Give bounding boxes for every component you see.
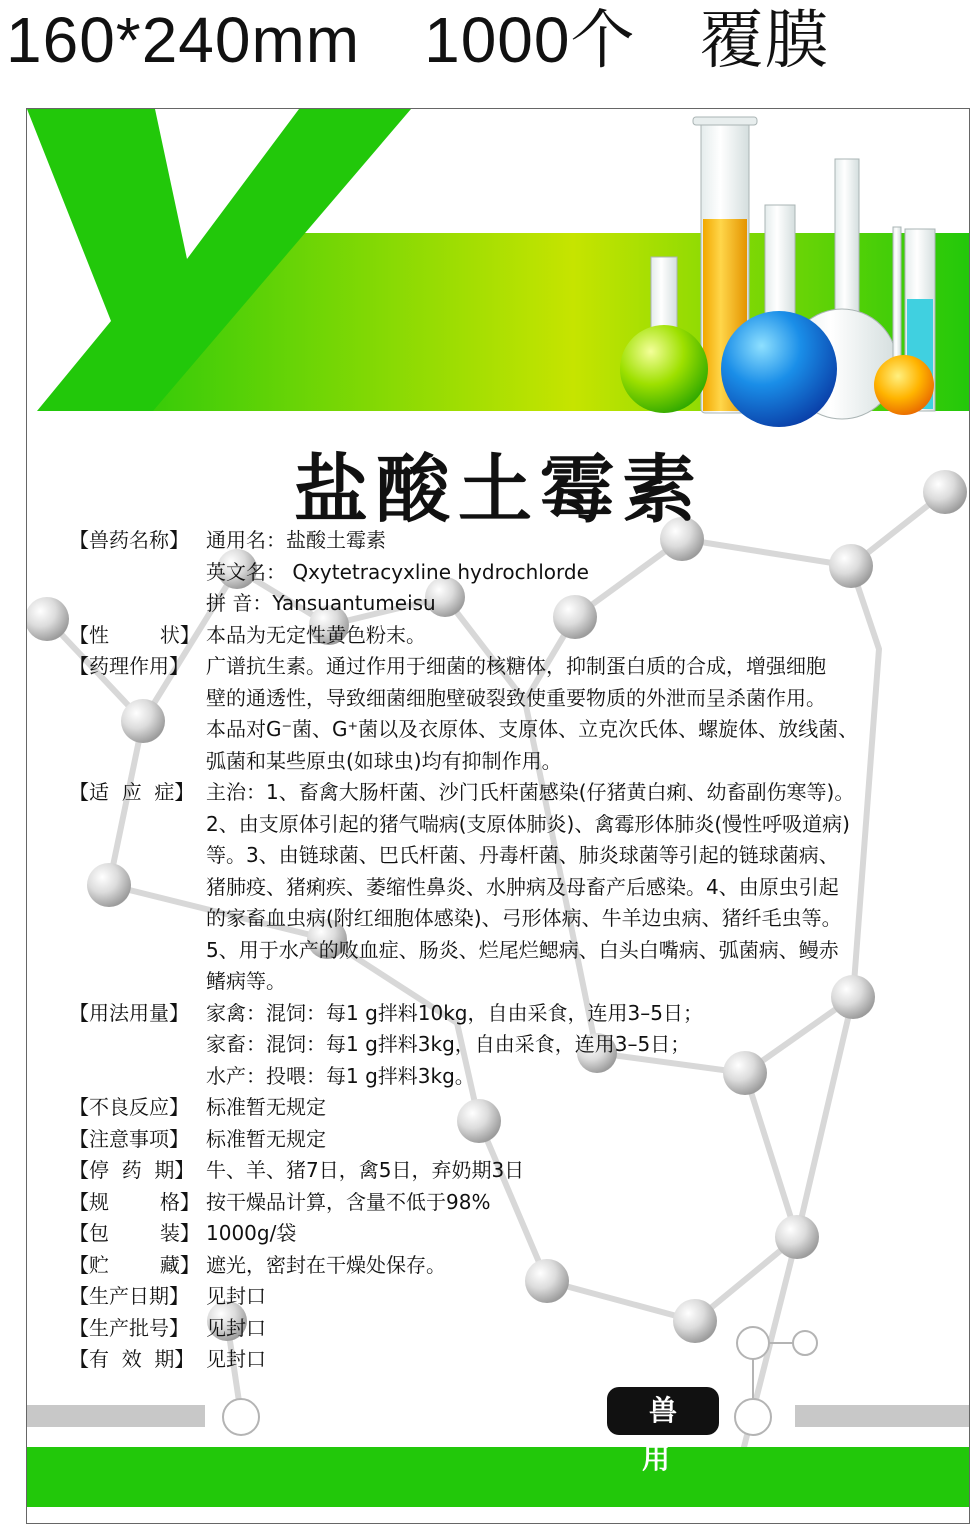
field-value <box>206 1218 969 1250</box>
field-line: 主治：1、畜禽大肠杆菌、沙门氏杆菌感染(仔猪黄白痢、幼畜副伤寒等)。 <box>206 780 855 804</box>
field-line: 牛、羊、猪7日，禽5日，弃奶期3日 <box>206 1158 525 1182</box>
field-line: 遮光，密封在干燥处保存。 <box>206 1252 446 1277</box>
field-label: 【性 状】 <box>69 622 200 647</box>
field-label: 【包 装】 <box>69 1221 200 1245</box>
field-row <box>69 1187 969 1219</box>
field-row <box>69 1313 969 1345</box>
field-line: 标准暂无规定 <box>206 1126 326 1151</box>
gray-bar-left <box>27 1405 205 1427</box>
spec-finish: 覆膜 <box>699 4 830 76</box>
field-label: 【生产日期】 <box>69 1284 189 1308</box>
field-line: 等。3、由链球菌、巴氏杆菌、丹毒杆菌、肺炎球菌等引起的链球菌病、 <box>206 843 839 867</box>
veterinary-badge: 兽 用 <box>607 1387 719 1435</box>
field-line: 鳍病等。 <box>206 969 286 993</box>
field-line: 2、由支原体引起的猪气喘病(支原体肺炎)、禽霉形体肺炎(慢性呼吸道病) <box>206 811 850 836</box>
field-label: 【注意事项】 <box>69 1126 189 1151</box>
spec-size: 160*240mm <box>6 4 361 76</box>
field-line: 壁的通透性，导致细菌细胞壁破裂致使重要物质的外泄而呈杀菌作用。 <box>206 685 826 710</box>
field-line: 英文名： Qxytetracyxline hydrochlorde <box>206 559 589 584</box>
field-line: 见封口 <box>206 1347 266 1371</box>
field-row <box>69 1155 969 1187</box>
product-title: 盐酸土霉素 <box>294 447 704 533</box>
field-value <box>206 998 969 1093</box>
field-line: 拼 音：Yansuantumeisu <box>206 591 436 615</box>
field-line: 弧菌和某些原虫(如球虫)均有抑制作用。 <box>206 748 562 773</box>
field-label: 【药理作用】 <box>69 654 189 678</box>
field-row <box>69 998 969 1093</box>
field-line: 5、用于水产的败血症、肠炎、烂尾烂鳃病、白头白嘴病、弧菌病、鳗赤 <box>206 937 839 962</box>
field-line: 的家畜血虫病(附红细胞体感染)、弓形体病、牛羊边虫病、猪纤毛虫等。 <box>206 906 842 930</box>
field-row <box>69 1218 969 1250</box>
field-value <box>206 1092 969 1124</box>
field-value <box>206 651 969 777</box>
field-line: 通用名：盐酸土霉素 <box>206 528 386 552</box>
field-line: 家禽：混饲：每1 g拌料10kg，自由采食，连用3–5日； <box>206 1000 703 1025</box>
field-value <box>206 1155 969 1187</box>
field-label: 【有 效 期】 <box>69 1347 195 1371</box>
field-line: 按干燥品计算，含量不低于98% <box>206 1189 491 1214</box>
gray-bar-right <box>795 1405 970 1427</box>
field-label: 【不良反应】 <box>69 1095 189 1119</box>
field-value <box>206 1313 969 1345</box>
field-label: 【生产批号】 <box>69 1315 189 1340</box>
field-label: 【适 应 症】 <box>69 780 195 804</box>
field-row <box>69 525 969 620</box>
field-line: 见封口 <box>206 1284 266 1308</box>
field-label: 【兽药名称】 <box>69 528 189 552</box>
field-row <box>69 1250 969 1282</box>
footer-band <box>27 1447 970 1507</box>
print-spec <box>6 0 966 90</box>
field-row <box>69 1092 969 1124</box>
field-row <box>69 777 969 998</box>
field-line: 本品对G⁻菌、G⁺菌以及衣原体、支原体、立克次氏体、螺旋体、放线菌、 <box>206 717 859 741</box>
product-label <box>26 108 970 1524</box>
field-row <box>69 651 969 777</box>
field-value <box>206 1281 969 1313</box>
field-line: 广谱抗生素。通过作用于细菌的核糖体，抑制蛋白质的合成，增强细胞 <box>206 654 826 678</box>
field-line: 1000g/袋 <box>206 1221 297 1245</box>
field-row <box>69 620 969 652</box>
field-value <box>206 1250 969 1282</box>
field-label: 【规 格】 <box>69 1189 200 1214</box>
field-line: 猪肺疫、猪痢疾、萎缩性鼻炎、水肿病及母畜产后感染。4、由原虫引起 <box>206 874 839 899</box>
field-value <box>206 777 969 998</box>
field-line: 本品为无定性黄色粉末。 <box>206 622 426 647</box>
field-row <box>69 1281 969 1313</box>
field-value <box>206 1344 969 1376</box>
field-row <box>69 1124 969 1156</box>
field-line: 见封口 <box>206 1315 266 1340</box>
field-value <box>206 1187 969 1219</box>
field-value <box>206 525 969 620</box>
field-line: 水产：投喂：每1 g拌料3kg。 <box>206 1063 475 1088</box>
label-fields <box>69 525 969 1376</box>
field-value <box>206 620 969 652</box>
field-line: 标准暂无规定 <box>206 1095 326 1119</box>
field-label: 【用法用量】 <box>69 1000 189 1025</box>
field-value <box>206 1124 969 1156</box>
spec-quantity: 1000个 <box>424 4 636 76</box>
field-label: 【贮 藏】 <box>69 1252 200 1277</box>
field-line: 家畜：混饲：每1 g拌料3kg，自由采食，连用3–5日； <box>206 1032 691 1056</box>
field-label: 【停 药 期】 <box>69 1158 195 1182</box>
field-row <box>69 1344 969 1376</box>
